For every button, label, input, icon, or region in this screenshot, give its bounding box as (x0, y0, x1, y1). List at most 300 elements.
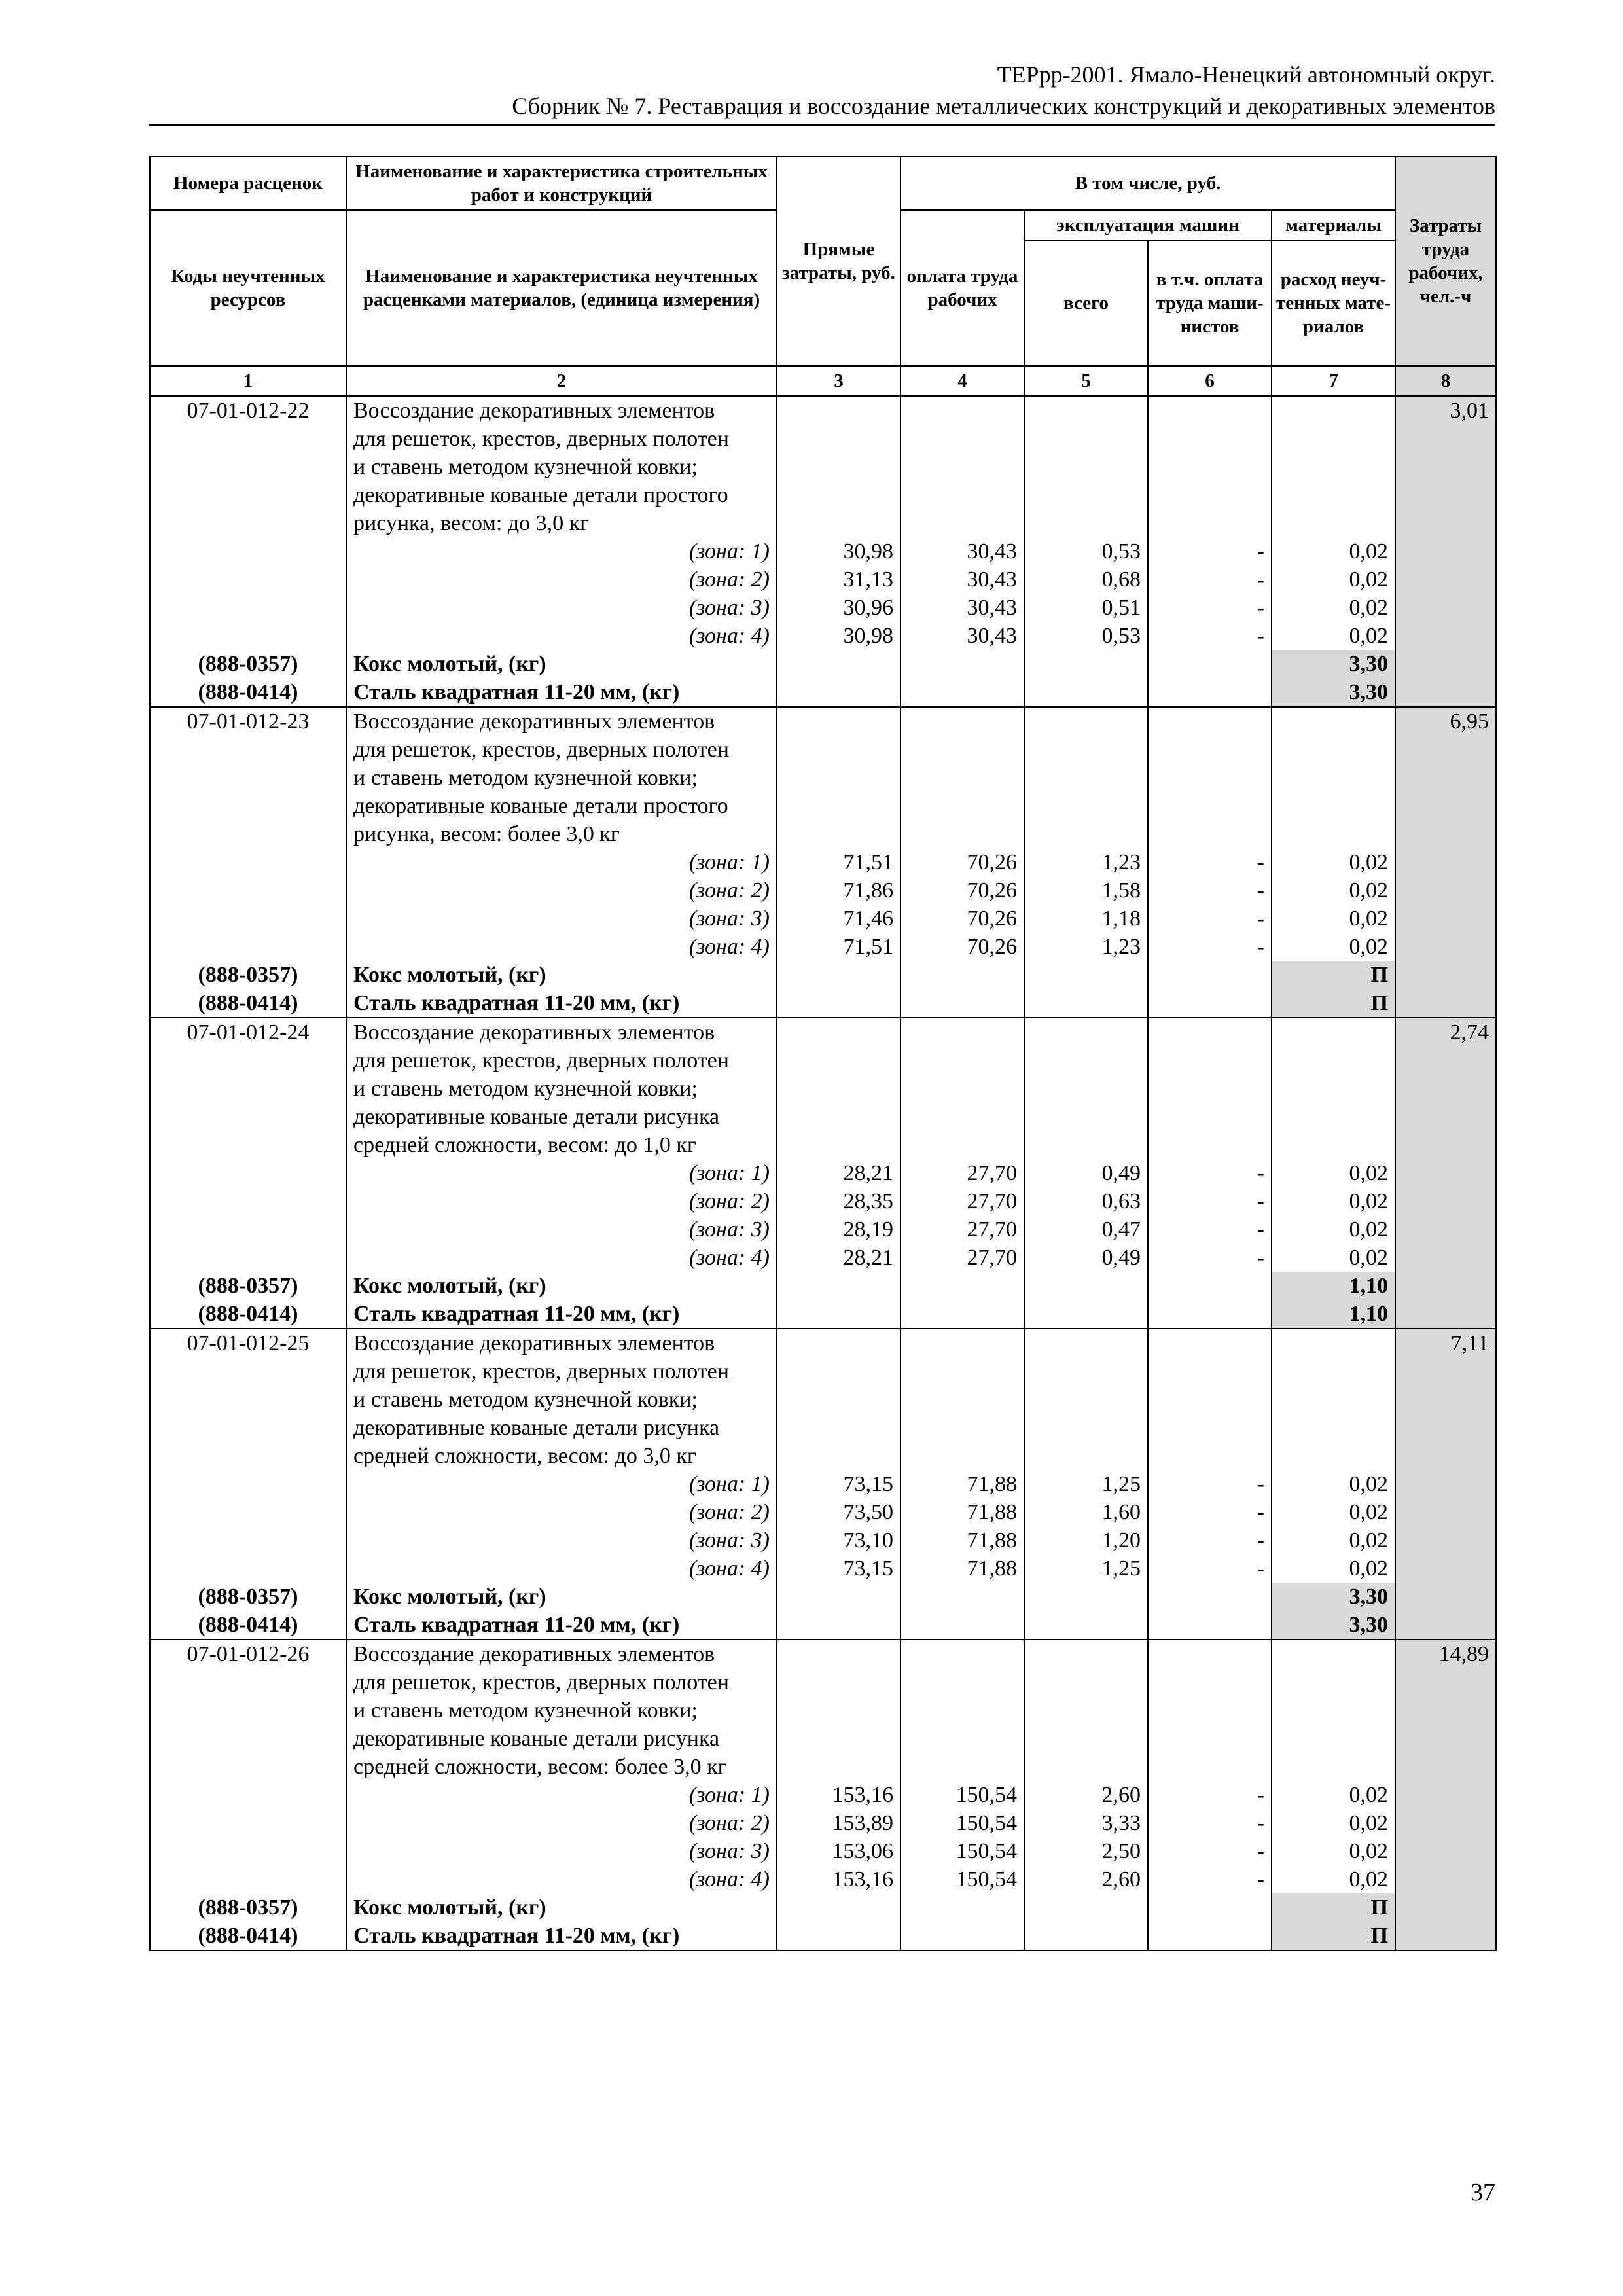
material-cost-value: 0,02 (1272, 1187, 1395, 1215)
empty-cell (150, 1725, 346, 1753)
work-description-line: и ставень методом кузнечной ковки; (346, 1075, 777, 1103)
empty-cell (1148, 1583, 1272, 1611)
column-index: 5 (1024, 366, 1148, 396)
empty-cell (901, 1668, 1024, 1696)
labor-cost-value: 6,95 (1395, 707, 1496, 736)
empty-cell (1024, 1893, 1148, 1922)
empty-cell (901, 1640, 1024, 1668)
zone-label: (зона: 1) (346, 1470, 777, 1498)
empty-cell (777, 736, 901, 764)
empty-cell (901, 425, 1024, 453)
column-index: 1 (150, 366, 346, 396)
direct-cost-value: 71,86 (777, 876, 901, 905)
empty-cell (901, 1611, 1024, 1640)
empty-cell (777, 1893, 901, 1922)
empty-cell (901, 764, 1024, 792)
table-row (150, 565, 1496, 594)
material-cost-value: 0,02 (1272, 1809, 1395, 1837)
empty-cell (1395, 736, 1496, 764)
empty-cell (1148, 1922, 1272, 1950)
empty-cell (1024, 453, 1148, 481)
empty-cell (777, 1131, 901, 1159)
empty-cell (150, 1526, 346, 1554)
empty-cell (1024, 989, 1148, 1018)
table-row (150, 792, 1496, 820)
material-cost-value: 0,02 (1272, 1837, 1395, 1865)
empty-cell (777, 650, 901, 678)
empty-cell (1395, 989, 1496, 1018)
table-row (150, 1159, 1496, 1187)
resource-name: Сталь квадратная 11-20 мм, (кг) (346, 1611, 777, 1640)
table-row (150, 764, 1496, 792)
empty-cell (901, 1329, 1024, 1357)
table-row (150, 1329, 1496, 1357)
empty-cell (1272, 1357, 1395, 1386)
table-row (150, 453, 1496, 481)
direct-cost-value: 73,50 (777, 1498, 901, 1526)
empty-cell (1148, 481, 1272, 509)
empty-cell (901, 1018, 1024, 1047)
machinist-wage-value: - (1148, 594, 1272, 622)
empty-cell (1395, 1498, 1496, 1526)
material-cost-value: 0,02 (1272, 848, 1395, 876)
header-resource-codes: Коды неучтенных ресурсов (150, 210, 346, 366)
empty-cell (1395, 1075, 1496, 1103)
machine-total-value: 0,53 (1024, 622, 1148, 650)
empty-cell (1024, 1075, 1148, 1103)
zone-label: (зона: 1) (346, 537, 777, 565)
resource-quantity: П (1272, 989, 1395, 1018)
empty-cell (150, 1696, 346, 1725)
empty-cell (1024, 396, 1148, 425)
empty-cell (150, 1215, 346, 1244)
resource-name: Сталь квадратная 11-20 мм, (кг) (346, 989, 777, 1018)
empty-cell (901, 1442, 1024, 1470)
empty-cell (1148, 1075, 1272, 1103)
resource-code: (888-0357) (150, 1272, 346, 1300)
machinist-wage-value: - (1148, 1554, 1272, 1583)
empty-cell (1024, 1922, 1148, 1950)
empty-cell (1024, 1753, 1148, 1781)
work-description-line: Воссоздание декоративных элементов (346, 1640, 777, 1668)
empty-cell (1272, 707, 1395, 736)
table-row (150, 820, 1496, 848)
empty-cell (1024, 1272, 1148, 1300)
resource-name: Сталь квадратная 11-20 мм, (кг) (346, 678, 777, 707)
empty-cell (150, 848, 346, 876)
empty-cell (901, 736, 1024, 764)
material-cost-value: 0,02 (1272, 1215, 1395, 1244)
empty-cell (1024, 481, 1148, 509)
empty-cell (1272, 1640, 1395, 1668)
resource-code: (888-0357) (150, 1583, 346, 1611)
empty-cell (150, 1103, 346, 1131)
empty-cell (1395, 848, 1496, 876)
header-divider (149, 124, 1495, 126)
table-row (150, 1470, 1496, 1498)
rate-code: 07-01-012-25 (150, 1329, 346, 1357)
empty-cell (901, 961, 1024, 989)
empty-cell (777, 1300, 901, 1329)
worker-wage-value: 71,88 (901, 1498, 1024, 1526)
table-row (150, 481, 1496, 509)
empty-cell (1395, 1103, 1496, 1131)
empty-cell (150, 509, 346, 537)
empty-cell (901, 1103, 1024, 1131)
machinist-wage-value: - (1148, 1159, 1272, 1187)
empty-cell (1148, 1893, 1272, 1922)
machinist-wage-value: - (1148, 933, 1272, 961)
empty-cell (777, 1357, 901, 1386)
empty-cell (1395, 1470, 1496, 1498)
resource-code: (888-0414) (150, 678, 346, 707)
zone-label: (зона: 4) (346, 1865, 777, 1893)
table-body (150, 396, 1496, 1950)
empty-cell (150, 736, 346, 764)
empty-cell (1024, 509, 1148, 537)
table-row (150, 1781, 1496, 1809)
empty-cell (777, 1329, 901, 1357)
rates-table (149, 156, 1497, 1951)
empty-cell (1024, 1696, 1148, 1725)
empty-cell (1148, 1725, 1272, 1753)
empty-cell (1148, 961, 1272, 989)
work-description-line: для решеток, крестов, дверных полотен (346, 1357, 777, 1386)
zone-label: (зона: 3) (346, 905, 777, 933)
empty-cell (1024, 1611, 1148, 1640)
empty-cell (1395, 961, 1496, 989)
empty-cell (1272, 1668, 1395, 1696)
work-description-line: Воссоздание декоративных элементов (346, 396, 777, 425)
work-description-line: рисунка, весом: до 3,0 кг (346, 509, 777, 537)
empty-cell (1024, 736, 1148, 764)
machinist-wage-value: - (1148, 1498, 1272, 1526)
empty-cell (1272, 764, 1395, 792)
empty-cell (901, 1357, 1024, 1386)
empty-cell (901, 1131, 1024, 1159)
empty-cell (777, 1018, 901, 1047)
table-row (150, 1922, 1496, 1950)
table-row (150, 1611, 1496, 1640)
empty-cell (1148, 1103, 1272, 1131)
empty-cell (901, 820, 1024, 848)
machinist-wage-value: - (1148, 1526, 1272, 1554)
table-row (150, 1018, 1496, 1047)
worker-wage-value: 27,70 (901, 1187, 1024, 1215)
empty-cell (777, 1583, 901, 1611)
empty-cell (1395, 1696, 1496, 1725)
table-row (150, 736, 1496, 764)
header-including: В том числе, руб. (901, 156, 1395, 210)
empty-cell (1272, 792, 1395, 820)
column-index: 2 (346, 366, 777, 396)
table-row (150, 425, 1496, 453)
empty-cell (1272, 1753, 1395, 1781)
table-header (150, 156, 1496, 396)
empty-cell (901, 1272, 1024, 1300)
direct-cost-value: 153,16 (777, 1865, 901, 1893)
table-row (150, 1075, 1496, 1103)
empty-cell (1148, 1329, 1272, 1357)
header-machine-operation: эксплуатация машин (1024, 210, 1272, 240)
empty-cell (1272, 1131, 1395, 1159)
labor-cost-value: 2,74 (1395, 1018, 1496, 1047)
empty-cell (901, 1725, 1024, 1753)
empty-cell (150, 1075, 346, 1103)
zone-label: (зона: 4) (346, 933, 777, 961)
empty-cell (1024, 425, 1148, 453)
table-row (150, 848, 1496, 876)
resource-quantity: 3,30 (1272, 678, 1395, 707)
empty-cell (1024, 1131, 1148, 1159)
empty-cell (1024, 1386, 1148, 1414)
empty-cell (1024, 961, 1148, 989)
work-description-line: и ставень методом кузнечной ковки; (346, 764, 777, 792)
machinist-wage-value: - (1148, 876, 1272, 905)
empty-cell (777, 1640, 901, 1668)
direct-cost-value: 71,46 (777, 905, 901, 933)
empty-cell (1395, 509, 1496, 537)
material-cost-value: 0,02 (1272, 1865, 1395, 1893)
header-labor-costs: Затраты труда рабочих, чел.-ч (1395, 156, 1496, 366)
work-description-line: для решеток, крестов, дверных полотен (346, 1668, 777, 1696)
empty-cell (901, 989, 1024, 1018)
machinist-wage-value: - (1148, 537, 1272, 565)
direct-cost-value: 31,13 (777, 565, 901, 594)
work-description-line: и ставень методом кузнечной ковки; (346, 1386, 777, 1414)
empty-cell (901, 481, 1024, 509)
work-description-line: для решеток, крестов, дверных полотен (346, 736, 777, 764)
resource-code: (888-0414) (150, 1922, 346, 1950)
direct-cost-value: 71,51 (777, 933, 901, 961)
empty-cell (1272, 1442, 1395, 1470)
material-cost-value: 0,02 (1272, 594, 1395, 622)
table-row (150, 1244, 1496, 1272)
empty-cell (1395, 622, 1496, 650)
resource-code: (888-0414) (150, 1611, 346, 1640)
table-row (150, 1640, 1496, 1668)
worker-wage-value: 71,88 (901, 1554, 1024, 1583)
empty-cell (1395, 1725, 1496, 1753)
empty-cell (1272, 1103, 1395, 1131)
empty-cell (901, 453, 1024, 481)
table-row (150, 678, 1496, 707)
empty-cell (1148, 1640, 1272, 1668)
empty-cell (150, 1470, 346, 1498)
table-row (150, 509, 1496, 537)
empty-cell (1024, 650, 1148, 678)
work-description-line: декоративные кованые детали простого (346, 481, 777, 509)
empty-cell (901, 650, 1024, 678)
empty-cell (1395, 537, 1496, 565)
empty-cell (1395, 1300, 1496, 1329)
empty-cell (777, 678, 901, 707)
rate-code: 07-01-012-24 (150, 1018, 346, 1047)
empty-cell (1395, 1414, 1496, 1442)
machine-total-value: 0,49 (1024, 1244, 1148, 1272)
empty-cell (1272, 509, 1395, 537)
empty-cell (150, 905, 346, 933)
direct-cost-value: 73,15 (777, 1554, 901, 1583)
resource-quantity: П (1272, 1893, 1395, 1922)
header-worker-wages: оплата труда рабочих (901, 210, 1024, 366)
machine-total-value: 0,53 (1024, 537, 1148, 565)
table-row (150, 622, 1496, 650)
empty-cell (150, 1159, 346, 1187)
empty-cell (777, 1386, 901, 1414)
empty-cell (901, 792, 1024, 820)
direct-cost-value: 153,06 (777, 1837, 901, 1865)
rate-code: 07-01-012-22 (150, 396, 346, 425)
empty-cell (1148, 1442, 1272, 1470)
machine-total-value: 1,25 (1024, 1554, 1148, 1583)
resource-name: Сталь квадратная 11-20 мм, (кг) (346, 1300, 777, 1329)
direct-cost-value: 30,96 (777, 594, 901, 622)
machinist-wage-value: - (1148, 565, 1272, 594)
zone-label: (зона: 1) (346, 848, 777, 876)
work-description-line: и ставень методом кузнечной ковки; (346, 1696, 777, 1725)
empty-cell (150, 1781, 346, 1809)
empty-cell (1024, 1668, 1148, 1696)
machinist-wage-value: - (1148, 1215, 1272, 1244)
table-row (150, 1215, 1496, 1244)
machinist-wage-value: - (1148, 1809, 1272, 1837)
rate-code: 07-01-012-23 (150, 707, 346, 736)
empty-cell (777, 1753, 901, 1781)
material-cost-value: 0,02 (1272, 933, 1395, 961)
empty-cell (150, 1668, 346, 1696)
empty-cell (1024, 820, 1148, 848)
empty-cell (150, 425, 346, 453)
empty-cell (150, 1442, 346, 1470)
empty-cell (1148, 1668, 1272, 1696)
table-row (150, 1131, 1496, 1159)
direct-cost-value: 30,98 (777, 537, 901, 565)
empty-cell (150, 453, 346, 481)
machinist-wage-value: - (1148, 848, 1272, 876)
worker-wage-value: 150,54 (901, 1837, 1024, 1865)
table-row (150, 905, 1496, 933)
empty-cell (1148, 1414, 1272, 1442)
work-description-line: средней сложности, весом: до 1,0 кг (346, 1131, 777, 1159)
work-description-line: Воссоздание декоративных элементов (346, 707, 777, 736)
zone-label: (зона: 3) (346, 1215, 777, 1244)
material-cost-value: 0,02 (1272, 905, 1395, 933)
header-machinist-wages: в т.ч. оплата труда маши-нистов (1148, 240, 1272, 366)
empty-cell (777, 1414, 901, 1442)
direct-cost-value: 28,21 (777, 1159, 901, 1187)
empty-cell (1024, 1640, 1148, 1668)
rate-code: 07-01-012-26 (150, 1640, 346, 1668)
empty-cell (1272, 1047, 1395, 1075)
empty-cell (150, 622, 346, 650)
table-row (150, 1300, 1496, 1329)
machine-total-value: 2,60 (1024, 1865, 1148, 1893)
worker-wage-value: 27,70 (901, 1159, 1024, 1187)
table-row (150, 1498, 1496, 1526)
empty-cell (150, 1809, 346, 1837)
empty-cell (150, 1837, 346, 1865)
empty-cell (1395, 1668, 1496, 1696)
empty-cell (1148, 764, 1272, 792)
machine-total-value: 2,50 (1024, 1837, 1148, 1865)
empty-cell (1395, 1809, 1496, 1837)
machinist-wage-value: - (1148, 905, 1272, 933)
zone-label: (зона: 2) (346, 1187, 777, 1215)
machine-total-value: 1,60 (1024, 1498, 1148, 1526)
empty-cell (1272, 1329, 1395, 1357)
machinist-wage-value: - (1148, 1781, 1272, 1809)
header-rate-numbers: Номера расценок (150, 156, 346, 210)
table-row (150, 1725, 1496, 1753)
table-row (150, 1837, 1496, 1865)
empty-cell (777, 425, 901, 453)
machine-total-value: 1,20 (1024, 1526, 1148, 1554)
material-cost-value: 0,02 (1272, 1244, 1395, 1272)
direct-cost-value: 73,10 (777, 1526, 901, 1554)
empty-cell (1148, 989, 1272, 1018)
empty-cell (1395, 1187, 1496, 1215)
empty-cell (1024, 1300, 1148, 1329)
table-row (150, 1668, 1496, 1696)
empty-cell (1395, 453, 1496, 481)
machinist-wage-value: - (1148, 1244, 1272, 1272)
empty-cell (777, 396, 901, 425)
empty-cell (901, 1047, 1024, 1075)
worker-wage-value: 30,43 (901, 537, 1024, 565)
empty-cell (1024, 1329, 1148, 1357)
work-description-line: декоративные кованые детали простого (346, 792, 777, 820)
empty-cell (1395, 1583, 1496, 1611)
empty-cell (777, 792, 901, 820)
machine-total-value: 1,23 (1024, 848, 1148, 876)
page-number: 37 (1471, 2179, 1495, 2206)
material-cost-value: 0,02 (1272, 1526, 1395, 1554)
resource-quantity: 1,10 (1272, 1272, 1395, 1300)
empty-cell (150, 1357, 346, 1386)
empty-cell (1395, 764, 1496, 792)
machine-total-value: 0,47 (1024, 1215, 1148, 1244)
empty-cell (1148, 453, 1272, 481)
empty-cell (150, 1414, 346, 1442)
empty-cell (1148, 678, 1272, 707)
empty-cell (1148, 1300, 1272, 1329)
empty-cell (777, 1696, 901, 1725)
machine-total-value: 2,60 (1024, 1781, 1148, 1809)
empty-cell (1395, 1865, 1496, 1893)
table-row (150, 876, 1496, 905)
empty-cell (777, 1442, 901, 1470)
table-row (150, 650, 1496, 678)
worker-wage-value: 30,43 (901, 622, 1024, 650)
zone-label: (зона: 2) (346, 565, 777, 594)
machine-total-value: 0,63 (1024, 1187, 1148, 1215)
table-row (150, 933, 1496, 961)
empty-cell (150, 764, 346, 792)
empty-cell (1148, 1753, 1272, 1781)
machine-total-value: 0,51 (1024, 594, 1148, 622)
resource-quantity: П (1272, 1922, 1395, 1950)
empty-cell (1148, 707, 1272, 736)
empty-cell (777, 509, 901, 537)
worker-wage-value: 70,26 (901, 905, 1024, 933)
empty-cell (901, 1386, 1024, 1414)
empty-cell (1272, 1696, 1395, 1725)
empty-cell (777, 1725, 901, 1753)
worker-wage-value: 71,88 (901, 1526, 1024, 1554)
table-row (150, 1753, 1496, 1781)
table-row (150, 396, 1496, 425)
